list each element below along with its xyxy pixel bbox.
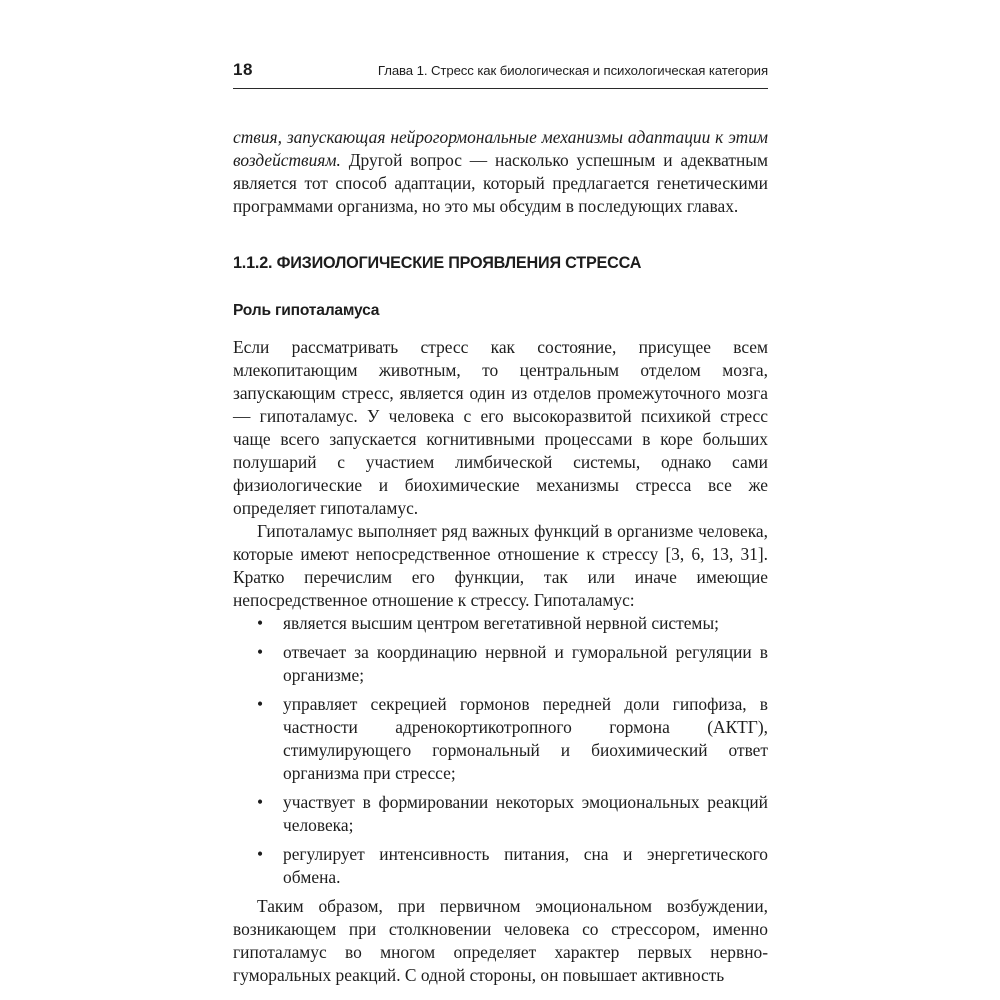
list-item-text: регулирует интенсивность питания, сна и энергетического обмена. [283,844,768,887]
section-heading: 1.1.2. ФИЗИОЛОГИЧЕСКИЕ ПРОЯВЛЕНИЯ СТРЕССА [233,254,642,272]
list-item [257,693,768,785]
paragraph-hypothalamus-functions: Гипоталамус выполняет ряд важных функций в организме человека, которые имеют непосредственное отношение к стрессу [3, 6, 13, 31]. Кратко перечислим его функции, так или иначе имеющие непосредственное отношение к стрессу. Гипоталамус: [233,521,768,610]
book-page [233,58,768,987]
list-item-text: управляет секрецией гормонов передней доли гипофиза, в частности адренокортикотропного гормона (АКТГ), стимулирующего гормональный и биохимический ответ организма при стрессе; [283,694,768,783]
functions-list [233,612,768,889]
intro-regular-text: Другой вопрос — насколько успешным и адекватным является тот способ адаптации, который предлагается генетическими программами организма, но это мы обсудим в последующих главах. [233,150,768,216]
paragraph-hypothalamus-intro: Если рассматривать стресс как состояние, присущее всем млекопитающим животным, то центральным отделом мозга, запускающим стресс, является один из отделов промежуточного мозга — гипоталамус. У человека с его высокоразвитой психикой стресс чаще всего запускается когнитивными процессами в коре больших полушарий с участием лимбической системы, однако сами физиологические и биохимические механизмы стресса все же определяет гипоталамус. [233,337,768,518]
page-number: 18 [233,60,253,79]
list-item [257,791,768,837]
list-item-text: является высшим центром вегетативной нервной системы; [283,613,719,633]
list-item [257,612,768,635]
list-item [257,641,768,687]
chapter-title: Глава 1. Стресс как биологическая и психологическая категория [377,63,768,78]
intro-paragraph [233,126,768,218]
paragraph-conclusion: Таким образом, при первичном эмоциональном возбуждении, возникающем при столкновении человека со стрессором, именно гипоталамус во многом определяет характер первых нервно-гуморальных реакций. С одной стороны, он повышает активность [233,896,768,985]
bullet-icon: • [257,642,264,662]
running-header [233,58,768,89]
subsection-heading: Роль гипоталамуса [233,302,380,319]
list-item [257,843,768,889]
bullet-icon: • [257,613,264,633]
list-item-text: отвечает за координацию нервной и гуморальной регуляции в организме; [283,642,768,685]
bullet-icon: • [257,792,264,812]
bullet-icon: • [257,844,264,864]
intro-italic-text: ствия, запускающая нейрогормональные механизмы адаптации к этим воздействиям. [233,127,768,170]
bullet-icon: • [257,694,264,714]
list-item-text: участвует в формировании некоторых эмоциональных реакций человека; [283,792,768,835]
page-body [233,126,768,987]
